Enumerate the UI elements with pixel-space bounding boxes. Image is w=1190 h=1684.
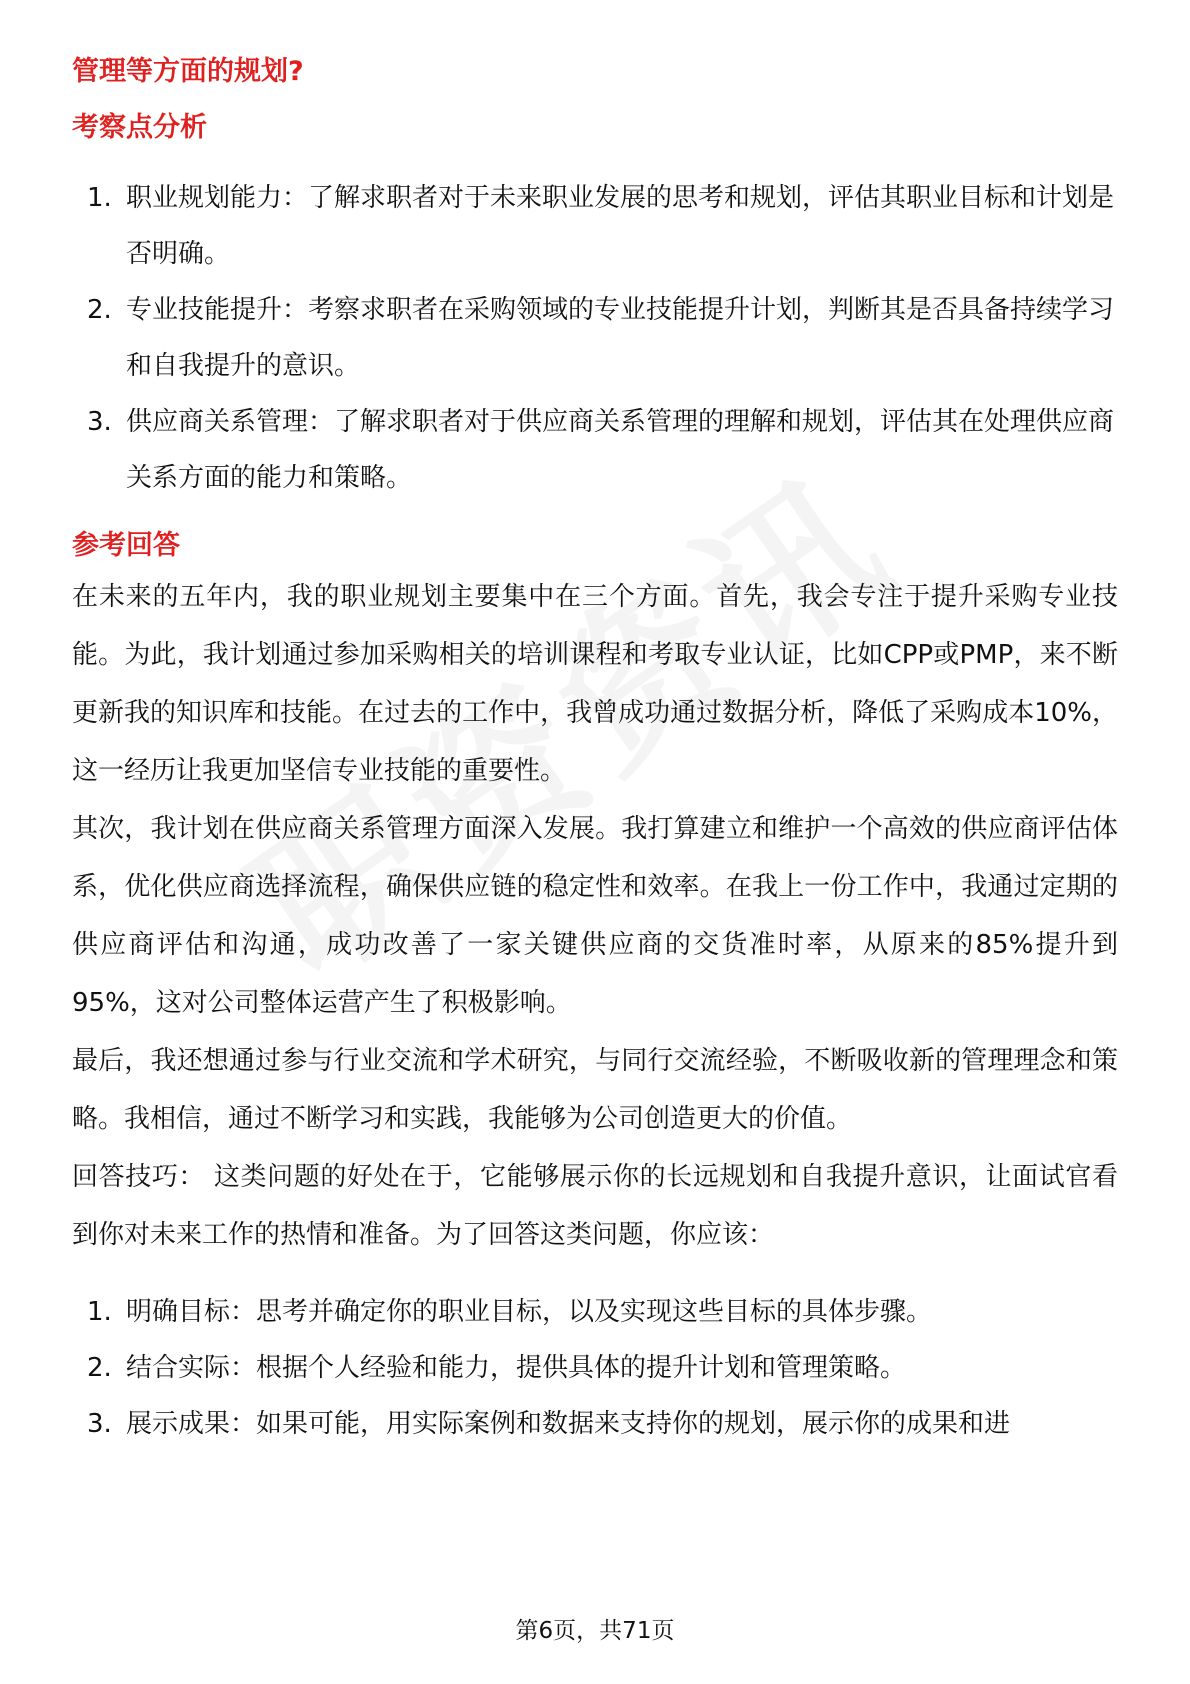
analysis-heading: 考察点分析 xyxy=(72,112,207,143)
document-page xyxy=(72,40,1118,1452)
list-number: 3. xyxy=(87,407,112,437)
list-text: 专业技能提升：考察求职者在采购领域的专业技能提升计划，判断其是否具备持续学习和自我提升的意识。 xyxy=(126,295,1115,381)
list-item xyxy=(72,282,1118,394)
list-number: 1. xyxy=(87,183,112,213)
answer-paragraph: 其次，我计划在供应商关系管理方面深入发展。我打算建立和维护一个高效的供应商评估体系，优化供应商选择流程，确保供应链的稳定性和效率。在我上一份工作中，我通过定期的供应商评估和沟通，成功改善了一家关键供应商的交货准时率，从原来的85%提升到95%，这对公司整体运营产生了积极影响。 xyxy=(72,814,1118,1018)
answer-paragraph: 在未来的五年内，我的职业规划主要集中在三个方面。首先，我会专注于提升采购专业技能。为此，我计划通过参加采购相关的培训课程和考取专业认证，比如CPP或PMP，来不断更新我的知识库和技能。在过去的工作中，我曾成功通过数据分析，降低了采购成本10%，这一经历让我更加坚信专业技能的重要性。 xyxy=(72,582,1118,786)
analysis-list xyxy=(72,170,1118,506)
list-number: 2. xyxy=(87,1353,112,1383)
list-item xyxy=(72,394,1118,506)
list-text: 职业规划能力：了解求职者对于未来职业发展的思考和规划，评估其职业目标和计划是否明确。 xyxy=(126,183,1115,269)
list-number: 3. xyxy=(87,1409,112,1439)
answer-heading: 参考回答 xyxy=(72,530,180,561)
page-footer: 第6页，共71页 xyxy=(515,1618,675,1644)
list-item xyxy=(72,1340,1118,1396)
answer-paragraph: 最后，我还想通过参与行业交流和学术研究，与同行交流经验，不断吸收新的管理理念和策略。我相信，通过不断学习和实践，我能够为公司创造更大的价值。 xyxy=(72,1046,1118,1134)
list-item xyxy=(72,1396,1118,1452)
list-text: 结合实际：根据个人经验和能力，提供具体的提升计划和管理策略。 xyxy=(126,1353,907,1383)
list-text: 展示成果：如果可能，用实际案例和数据来支持你的规划，展示你的成果和进 xyxy=(126,1409,1011,1439)
answer-tips-intro: 回答技巧： 这类问题的好处在于，它能够展示你的长远规划和自我提升意识，让面试官看到你对未来工作的热情和准备。为了回答这类问题，你应该： xyxy=(72,1162,1118,1250)
list-text: 明确目标：思考并确定你的职业目标，以及实现这些目标的具体步骤。 xyxy=(126,1297,933,1327)
list-text: 供应商关系管理：了解求职者对于供应商关系管理的理解和规划，评估其在处理供应商关系方面的能力和策略。 xyxy=(126,407,1115,493)
list-item xyxy=(72,1284,1118,1340)
list-number: 2. xyxy=(87,295,112,325)
list-number: 1. xyxy=(87,1297,112,1327)
list-item xyxy=(72,170,1118,282)
tips-list xyxy=(72,1284,1118,1452)
question-title-tail: 管理等方面的规划? xyxy=(72,56,304,87)
